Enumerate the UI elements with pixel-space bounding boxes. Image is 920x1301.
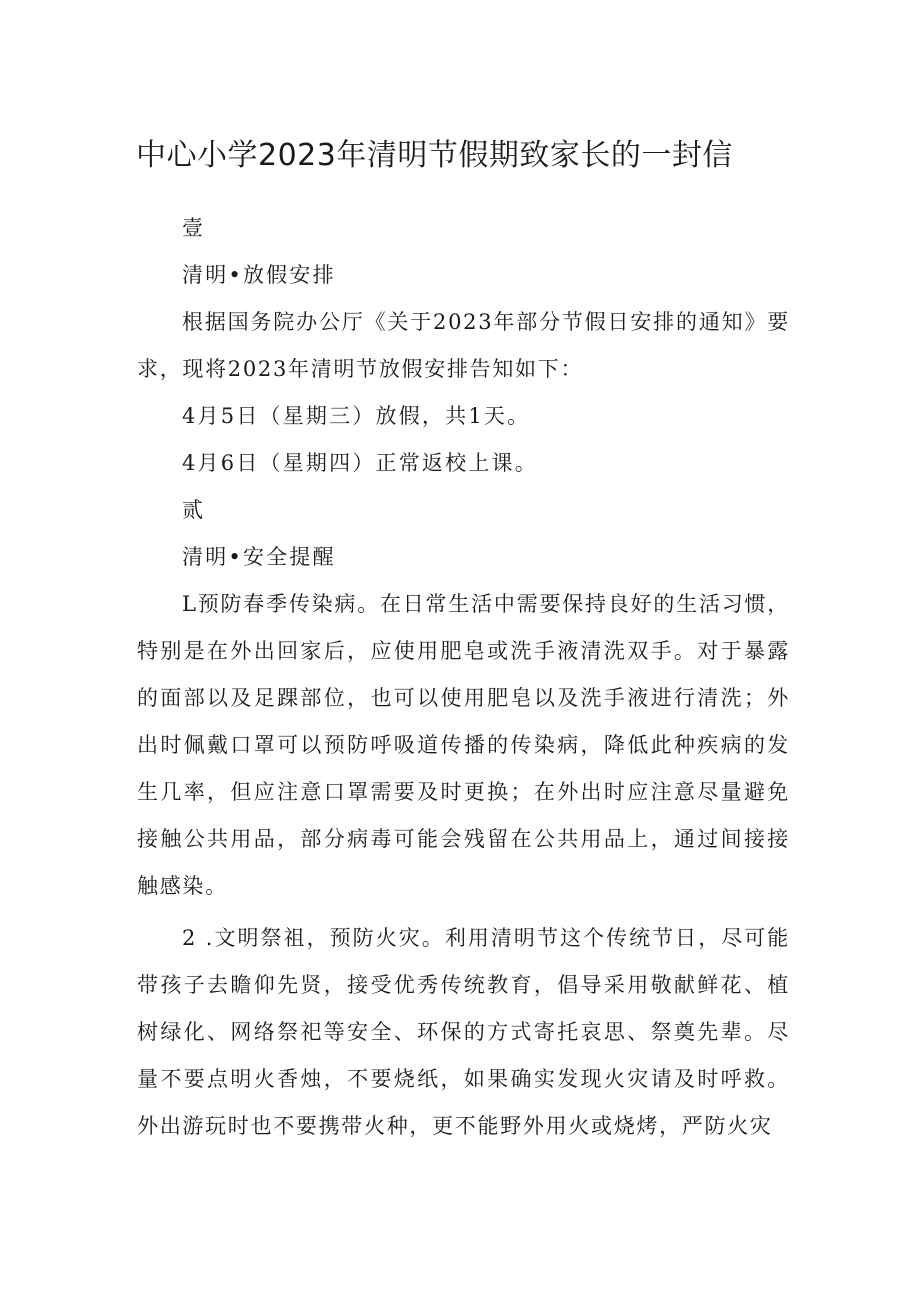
section-1-paragraph-1: 根据国务院办公厅《关于2023年部分节假日安排的通知》要求，现将2023年清明节放假安排告知如下：: [137, 310, 790, 381]
section-2-number: 贰: [182, 498, 206, 522]
section-1-paragraph-3: 4月6日（星期四）正常返校上课。: [182, 451, 538, 475]
document-title: 中心小学2023年清明节假期致家长的一封信: [136, 138, 733, 173]
section-2-heading: 清明•安全提醒: [182, 545, 336, 569]
section-2-paragraph-2: 2 .文明祭祖，预防火灾。利用清明节这个传统节日，尽可能带孩子去瞻仰先贤，接受优秀传统教育，倡导采用敬献鲜花、植树绿化、网络祭祀等安全、环保的方式寄托哀思、祭奠先辈。尽量不要点明火香烛，不要烧纸，如果确实发现火灾请及时呼救。外出游玩时也不要携带火种，更不能野外用火或烧烤，严防火灾: [137, 926, 790, 1138]
section-2-paragraph-1: L预防春季传染病。在日常生活中需要保持良好的生活习惯，特别是在外出回家后，应使用肥皂或洗手液清洗双手。对于暴露的面部以及足踝部位，也可以使用肥皂以及洗手液进行清洗；外出时佩戴口罩可以预防呼吸道传播的传染病，降低此种疾病的发生几率，但应注意口罩需要及时更换；在外出时应注意尽量避免接触公共用品，部分病毒可能会残留在公共用品上，通过间接接触感染。: [137, 592, 790, 898]
section-1-heading: 清明•放假安排: [182, 263, 336, 287]
section-1-paragraph-2: 4月5日（星期三）放假，共1天。: [182, 404, 531, 428]
section-1-number: 壹: [182, 216, 206, 240]
document-body: [137, 205, 790, 1150]
